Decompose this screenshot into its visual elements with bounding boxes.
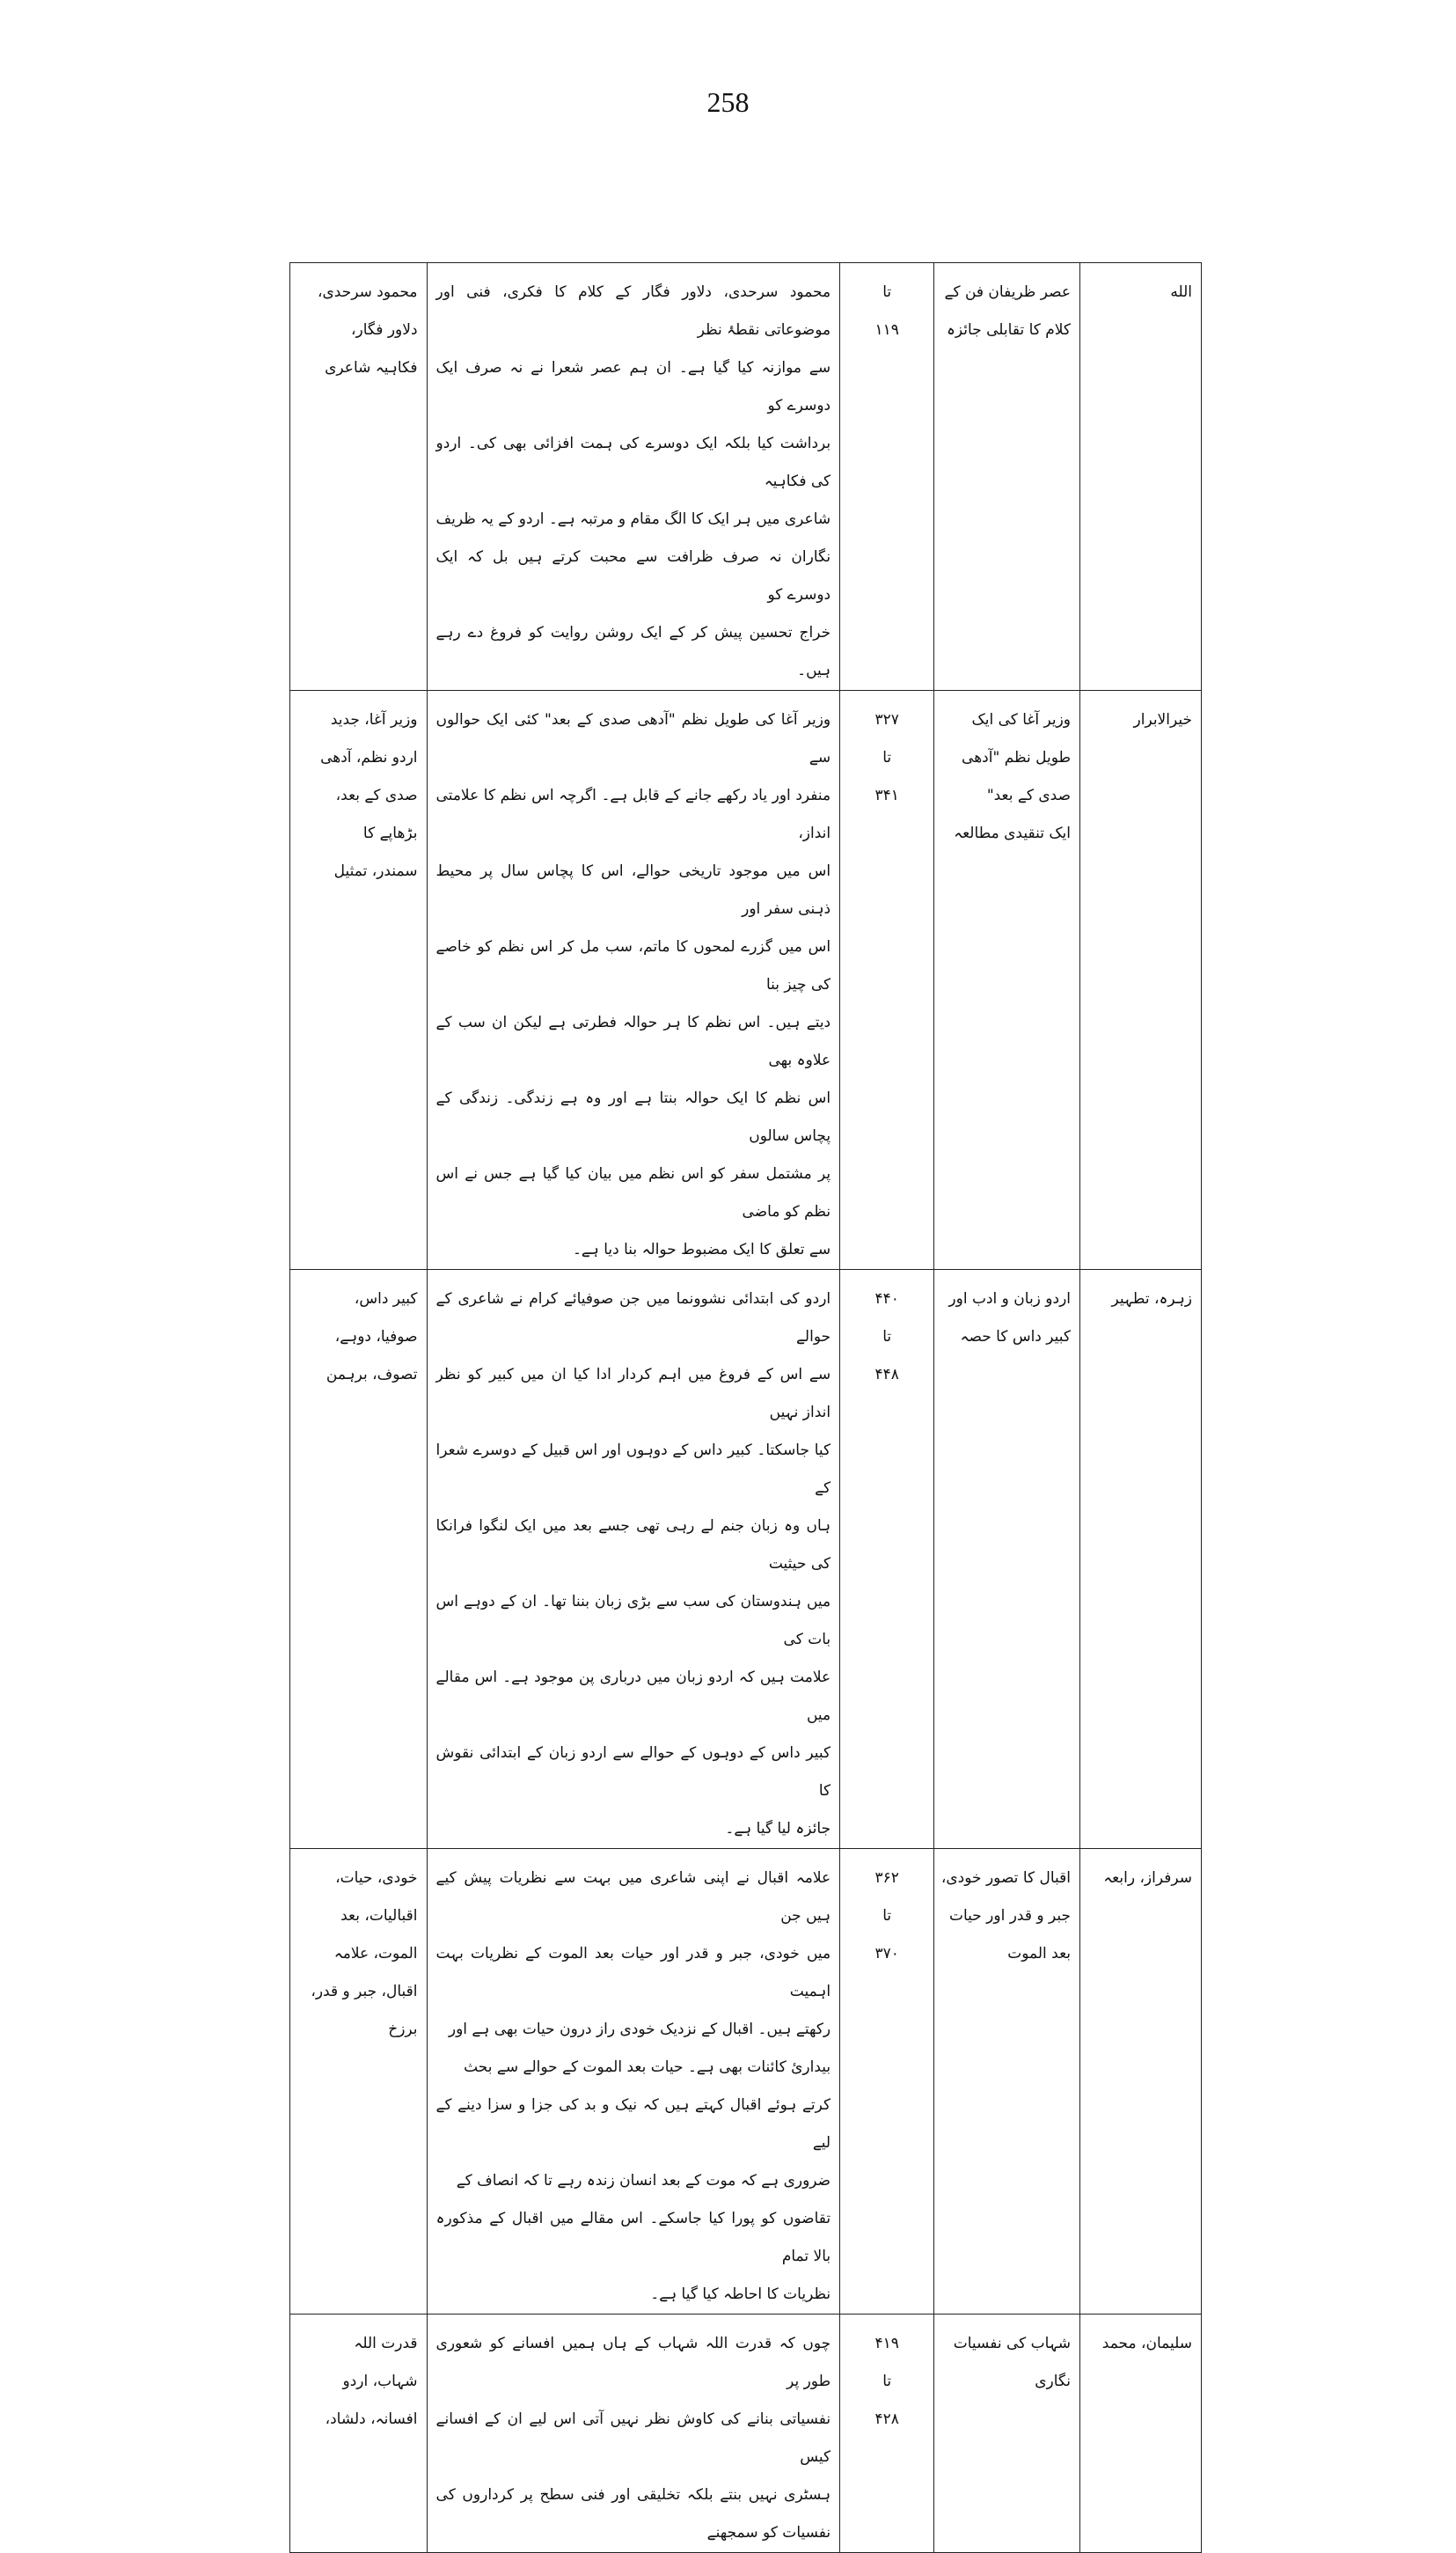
summary-line: خراج تحسین پیش کر کے ایک روشن روایت کو فروغ دے رہے ہیں۔ xyxy=(435,624,831,679)
summary-line: چوں کہ قدرت اللہ شہاب کے ہاں ہمیں افسانے کو شعوری طور پر xyxy=(435,2335,831,2390)
table-row xyxy=(290,263,1202,691)
author-line: خیرالابرار xyxy=(1133,711,1192,729)
summary-line: نفسیاتی بنانے کی کاوش نظر نہیں آتی اس لیے ان کے افسانے کیس xyxy=(435,2410,831,2466)
summary-cell xyxy=(427,1849,840,2315)
summary-line: نگاران نہ صرف ظرافت سے محبت کرتے ہیں بل کہ ایک دوسرے کو xyxy=(435,548,831,604)
keywords-line: تصوف، برہمن xyxy=(326,1366,418,1383)
summary-line: منفرد اور یاد رکھے جانے کے قابل ہے۔ اگرچہ اس نظم کا علامتی انداز، xyxy=(435,787,831,842)
keywords-line: کبیر داس، xyxy=(354,1290,418,1308)
pages-line: تا xyxy=(882,749,892,767)
pages-line: تا xyxy=(882,1907,892,1925)
summary-cell xyxy=(427,263,840,691)
title-line: صدی کے بعد" xyxy=(986,787,1072,804)
pages-line: ۴۴۸ xyxy=(874,1366,899,1383)
summary-cell xyxy=(427,2315,840,2553)
keywords-line: الموت، علامہ xyxy=(333,1945,418,1962)
title-cell xyxy=(934,263,1080,691)
title-line: شہاب کی نفسیات xyxy=(953,2335,1072,2352)
title-line: کلام کا تقابلی جائزہ xyxy=(946,321,1072,339)
summary-line: دیتے ہیں۔ اس نظم کا ہر حوالہ فطرتی ہے لیکن ان سب کے علاوہ بھی xyxy=(435,1014,831,1069)
pages-line: تا xyxy=(882,283,892,301)
keywords-cell xyxy=(290,691,428,1270)
keywords-line: اقبالیات، بعد xyxy=(340,1907,418,1925)
summary-line: وزیر آغا کی طویل نظم "آدھی صدی کے بعد" کئی ایک حوالوں سے xyxy=(435,711,831,767)
pages-line: ۱۱۹ xyxy=(874,321,899,339)
page-number: 258 xyxy=(706,86,750,118)
pages-line: ۳۶۲ xyxy=(874,1869,899,1887)
keywords-line: افسانہ، دلشاد، xyxy=(325,2410,418,2428)
article-index-table xyxy=(289,262,1202,2553)
keywords-line: فکاہیہ شاعری xyxy=(325,359,418,377)
summary-line: اردو کی ابتدائی نشوونما میں جن صوفیائے کرام نے شاعری کے حوالے xyxy=(435,1290,831,1346)
author-cell xyxy=(1080,263,1202,691)
summary-line: کبیر داس کے دوہوں کے حوالے سے اردو زبان کے ابتدائی نقوش کا xyxy=(435,1744,831,1800)
title-line: جبر و قدر اور حیات xyxy=(948,1907,1072,1925)
summary-cell xyxy=(427,691,840,1270)
pages-line: تا xyxy=(882,2373,892,2390)
keywords-line: شہاب، اردو xyxy=(342,2373,418,2390)
summary-cell xyxy=(427,1270,840,1849)
keywords-line: برزخ xyxy=(388,2021,418,2038)
author-line: سلیمان، محمد xyxy=(1101,2335,1192,2352)
pages-line: ۴۴۰ xyxy=(874,1290,899,1308)
summary-line: ہاں وہ زبان جنم لے رہی تھی جسے بعد میں ایک لنگوا فرانکا کی حیثیت xyxy=(435,1517,831,1573)
table-row xyxy=(290,691,1202,1270)
summary-line: بیدارئ کائنات بھی ہے۔ حیات بعد الموت کے حوالے سے بحث xyxy=(464,2058,831,2076)
pages-cell xyxy=(840,2315,934,2553)
pages-line: ۴۱۹ xyxy=(874,2335,899,2352)
keywords-cell xyxy=(290,1849,428,2315)
summary-line: ضروری ہے کہ موت کے بعد انسان زندہ رہے تا کہ انصاف کے xyxy=(456,2172,831,2190)
pages-cell xyxy=(840,1270,934,1849)
keywords-cell xyxy=(290,2315,428,2553)
summary-line: میں خودی، جبر و قدر اور حیات بعد الموت کے نظریات بہت اہمیت xyxy=(435,1945,831,2000)
title-line: نگاری xyxy=(1035,2373,1072,2390)
title-line: کبیر داس کا حصہ xyxy=(960,1328,1072,1346)
summary-line: جائزہ لیا گیا ہے۔ xyxy=(725,1820,831,1838)
pages-cell xyxy=(840,691,934,1270)
keywords-line: صدی کے بعد، xyxy=(335,787,418,804)
pages-line: ۳۲۷ xyxy=(874,711,899,729)
title-line: اردو زبان و ادب اور xyxy=(948,1290,1072,1308)
author-line: الله xyxy=(1170,283,1192,301)
summary-line: اس میں موجود تاریخی حوالے، اس کا پچاس سال پر محیط ذہنی سفر اور xyxy=(435,862,831,918)
title-line: طویل نظم "آدھی xyxy=(962,749,1072,767)
summary-line: پر مشتمل سفر کو اس نظم میں بیان کیا گیا ہے جس نے اس نظم کو ماضی xyxy=(435,1165,831,1221)
pages-line: ۳۷۰ xyxy=(874,1945,899,1962)
keywords-line: محمود سرحدی، xyxy=(318,283,418,301)
summary-line: نظریات کا احاطہ کیا گیا ہے۔ xyxy=(650,2285,831,2303)
table-row xyxy=(290,1270,1202,1849)
title-cell xyxy=(934,691,1080,1270)
keywords-line: صوفیا، دوہے، xyxy=(334,1328,418,1346)
keywords-line: سمندر، تمثیل xyxy=(333,862,418,880)
summary-line: ہسٹری نہیں بنتے بلکہ تخلیقی اور فنی سطح پر کرداروں کی نفسیات کو سمجھنے xyxy=(435,2486,831,2542)
keywords-line: اقبال، جبر و قدر، xyxy=(311,1983,418,2000)
keywords-line: بڑھاپے کا xyxy=(362,825,418,842)
summary-line: اس میں گزرے لمحوں کا ماتم، سب مل کر اس نظم کو خاصے کی چیز بنا xyxy=(435,938,831,994)
author-cell xyxy=(1080,691,1202,1270)
summary-line: علامت ہیں کہ اردو زبان میں درباری پن موجود ہے۔ اس مقالے میں xyxy=(435,1669,831,1724)
pages-line: تا xyxy=(882,1328,892,1346)
author-line: زہرہ، تطہیر xyxy=(1111,1290,1192,1308)
summary-line: سے موازنہ کیا گیا ہے۔ ان ہم عصر شعرا نے نہ صرف ایک دوسرے کو xyxy=(435,359,831,414)
keywords-line: خودی، حیات، xyxy=(335,1869,418,1887)
title-line: وزیر آغا کی ایک xyxy=(971,711,1072,729)
summary-line: محمود سرحدی، دلاور فگار کے کلام کا فکری، فنی اور موضوعاتی نقطۂ نظر xyxy=(435,283,831,339)
table-row xyxy=(290,2315,1202,2553)
summary-line: سے تعلق کا ایک مضبوط حوالہ بنا دیا ہے۔ xyxy=(572,1241,831,1258)
summary-line: رکھتے ہیں۔ اقبال کے نزدیک خودی راز درون حیات بھی ہے اور xyxy=(448,2021,831,2038)
title-line: عصر ظریفان فن کے xyxy=(944,283,1072,301)
keywords-line: قدرت اللہ xyxy=(354,2335,418,2352)
title-cell xyxy=(934,2315,1080,2553)
author-cell xyxy=(1080,2315,1202,2553)
summary-line: اس نظم کا ایک حوالہ بنتا ہے اور وہ ہے زندگی۔ زندگی کے پچاس سالوں xyxy=(435,1089,831,1145)
title-cell xyxy=(934,1849,1080,2315)
summary-line: تقاضوں کو پورا کیا جاسکے۔ اس مقالے میں اقبال کے مذکورہ بالا تمام xyxy=(435,2210,831,2265)
summary-line: کرتے ہوئے اقبال کہتے ہیں کہ نیک و بد کی جزا و سزا دینے کے لیے xyxy=(435,2096,831,2152)
summary-line: شاعری میں ہر ایک کا الگ مقام و مرتبہ ہے۔ اردو کے یہ ظریف xyxy=(435,510,831,528)
keywords-line: وزیر آغا، جدید xyxy=(330,711,418,729)
keywords-cell xyxy=(290,263,428,691)
title-line: بعد الموت xyxy=(1007,1945,1072,1962)
summary-line: کیا جاسکتا۔ کبیر داس کے دوہوں اور اس قبیل کے دوسرے شعرا کے xyxy=(435,1442,831,1497)
summary-line: علامہ اقبال نے اپنی شاعری میں بہت سے نظریات پیش کیے ہیں جن xyxy=(435,1869,831,1925)
author-line: سرفراز، رابعہ xyxy=(1103,1869,1192,1887)
summary-line: برداشت کیا بلکہ ایک دوسرے کی ہمت افزائی بھی کی۔ اردو کی فکاہیہ xyxy=(435,435,831,490)
keywords-cell xyxy=(290,1270,428,1849)
table-row xyxy=(290,1849,1202,2315)
title-line: ایک تنقیدی مطالعہ xyxy=(954,825,1072,842)
summary-line: سے اس کے فروغ میں اہم کردار ادا کیا ان میں کبیر کو نظر انداز نہیں xyxy=(435,1366,831,1421)
keywords-line: دلاور فگار، xyxy=(351,321,418,339)
keywords-line: اردو نظم، آدھی xyxy=(320,749,418,767)
pages-cell xyxy=(840,1849,934,2315)
pages-line: ۴۲۸ xyxy=(874,2410,899,2428)
pages-cell xyxy=(840,263,934,691)
summary-line: میں ہندوستان کی سب سے بڑی زبان بننا تھا۔ ان کے دوہے اس بات کی xyxy=(435,1593,831,1648)
title-cell xyxy=(934,1270,1080,1849)
author-cell xyxy=(1080,1849,1202,2315)
pages-line: ۳۴۱ xyxy=(874,787,899,804)
title-line: اقبال کا تصور خودی، xyxy=(940,1869,1072,1887)
author-cell xyxy=(1080,1270,1202,1849)
